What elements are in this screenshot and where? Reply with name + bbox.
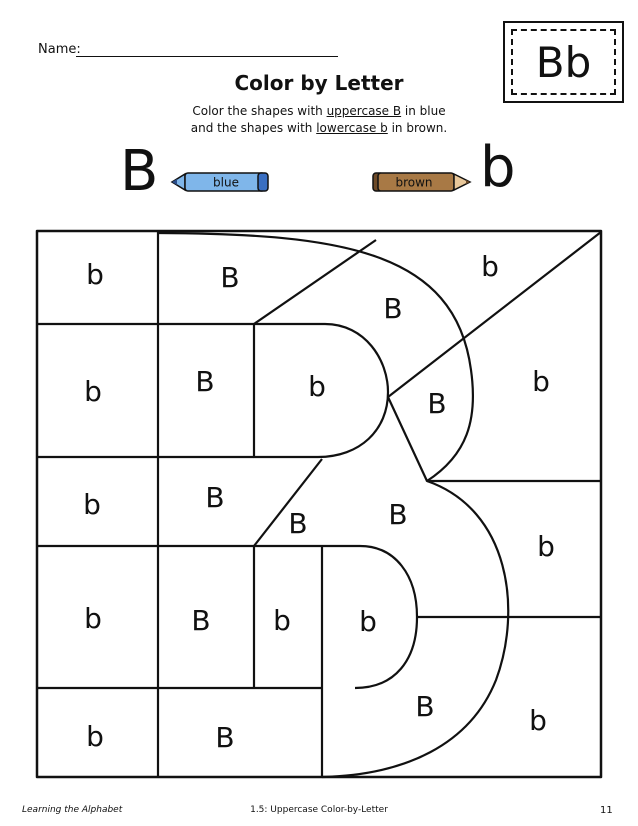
region-letter: b [481,250,499,283]
instruction-1-post: in blue [401,104,446,118]
footer-page-number: 11 [600,805,613,816]
region-letter: B [195,365,215,398]
region-letter: B [388,498,408,531]
name-label: Name: [38,42,81,57]
blue-crayon-icon [172,173,268,191]
region-letter: b [273,604,291,637]
region-letter: B [205,481,225,514]
region-letter: B [215,721,235,754]
region-letter: B [220,261,240,294]
region-letter: B [383,292,403,325]
region-letter: b [532,365,550,398]
region-letter: B [191,604,211,637]
key-lowercase-letter: b [480,135,516,200]
instruction-2-pre: and the shapes with [190,121,317,135]
region-letter: b [86,258,104,291]
region-letter: b [529,704,547,737]
blue-label: blue [213,175,239,190]
instruction-1-uppercase: uppercase B [326,104,402,118]
region-letter: B [427,387,447,420]
puzzle-letters [83,250,555,754]
instruction-2-lowercase: lowercase b [316,121,388,135]
region-letter: b [84,602,102,635]
region-letter: b [84,375,102,408]
region-letter: B [415,690,435,723]
footer-worksheet-title: 1.5: Uppercase Color-by-Letter [250,805,388,815]
brown-crayon-icon [373,173,470,191]
letter-badge: Bb [511,29,616,95]
brown-label: brown [395,175,433,190]
footer-series-title: Learning the Alphabet [22,805,123,815]
instruction-2-post: in brown. [387,121,448,135]
region-letter: b [86,720,104,753]
region-letter: b [537,530,555,563]
instruction-1-pre: Color the shapes with [192,104,327,118]
region-letter: B [288,507,308,540]
page-title: Color by Letter [234,71,404,95]
key-uppercase-letter: B [120,139,159,204]
puzzle-grid [37,231,601,777]
region-letter: b [359,605,377,638]
region-letter: b [83,488,101,521]
puzzle-border [37,231,601,777]
region-letter: b [308,370,326,403]
